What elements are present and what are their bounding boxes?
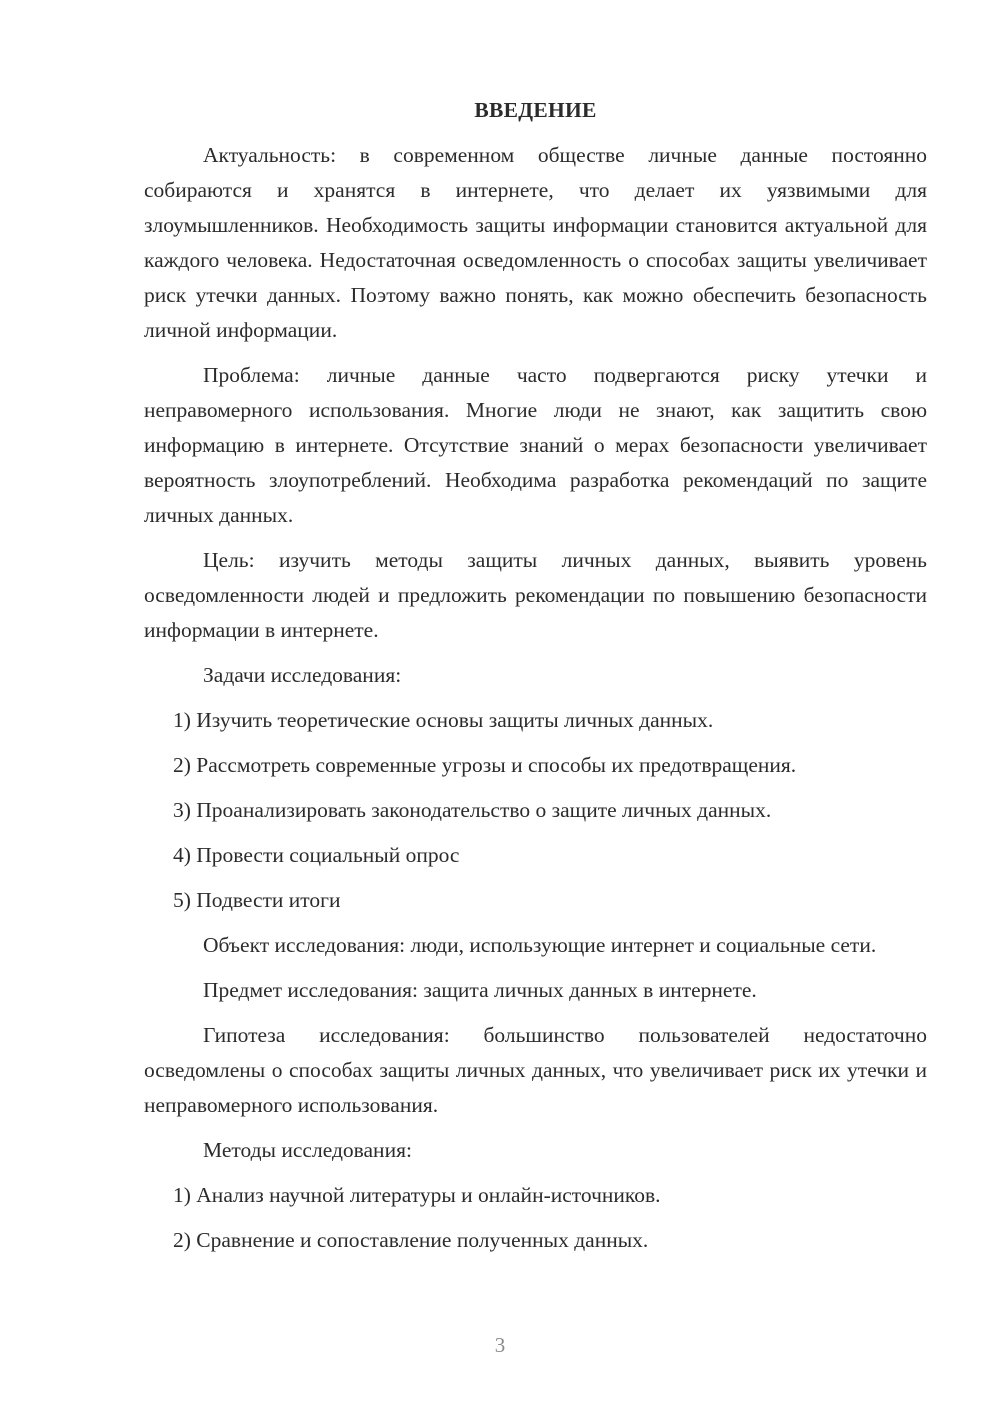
object-paragraph: Объект исследования: люди, использующие интернет и социальные сети.	[203, 933, 877, 957]
goal-paragraph: Цель: изучить методы защиты личных данных, выявить уровень осведомленности людей и предложить рекомендации по повышению безопасности информации в интернете.	[144, 548, 927, 642]
subject-paragraph: Предмет исследования: защита личных данных в интернете.	[203, 978, 757, 1002]
list-item: 3) Проанализировать законодательство о защите личных данных.	[173, 798, 772, 822]
page-number: 3	[494, 1333, 506, 1357]
hypothesis-paragraph: Гипотеза исследования: большинство пользователей недостаточно осведомлены о способах защиты личных данных, что увеличивает риск их утечки и неправомерного использования.	[144, 1023, 927, 1117]
relevance-paragraph: Актуальность: в современном обществе личные данные постоянно собираются и хранятся в интернете, что делает их уязвимыми для злоумышленников. Необходимость защиты информации становится актуальной для каждого человека. Недостаточная осведомленность о способах защиты увеличивает риск утечки данных. Поэтому важно понять, как можно обеспечить безопасность личной информации.	[144, 143, 927, 342]
problem-paragraph: Проблема: личные данные часто подвергаются риску утечки и неправомерного использования. Многие люди не знают, как защитить свою информацию в интернете. Отсутствие знаний о мерах безопасности увеличивает вероятность злоупотреблений. Необходима разработка рекомендаций по защите личных данных.	[144, 363, 927, 527]
tasks-heading: Задачи исследования:	[203, 663, 402, 687]
document-title: ВВЕДЕНИЕ	[474, 98, 597, 122]
list-item: 4) Провести социальный опрос	[173, 843, 460, 867]
methods-heading: Методы исследования:	[203, 1138, 412, 1162]
list-item: 1) Анализ научной литературы и онлайн-источников.	[173, 1183, 661, 1207]
list-item: 1) Изучить теоретические основы защиты личных данных.	[173, 708, 714, 732]
list-item: 2) Рассмотреть современные угрозы и способы их предотвращения.	[173, 753, 797, 777]
list-item: 2) Сравнение и сопоставление полученных данных.	[173, 1228, 649, 1252]
list-item: 5) Подвести итоги	[173, 888, 341, 912]
document-page	[144, 93, 927, 1268]
